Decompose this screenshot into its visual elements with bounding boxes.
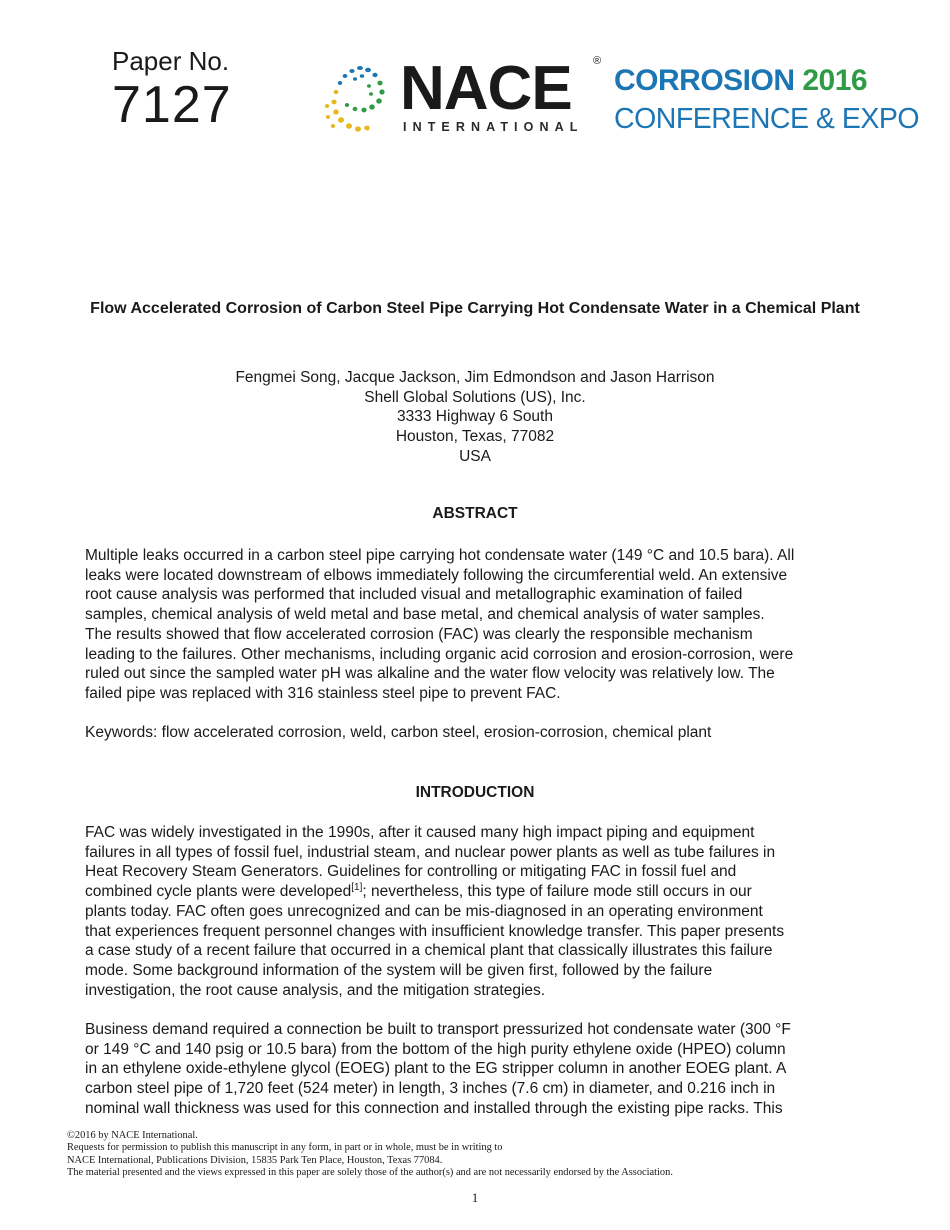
page-number: 1: [471, 1190, 479, 1205]
text-line: Business demand required a connection be built to transport pressurized hot condensate water (300 °F: [85, 1021, 791, 1038]
nace-logo-swirl-icon: [322, 62, 388, 136]
footer-line: Requests for permission to publish this manuscript in any form, in part or in whole, must be in writing to: [67, 1142, 503, 1154]
text-line: plants today. FAC often goes unrecognized and can be mis-diagnosed in an operating environment: [85, 902, 763, 920]
paper-number: 7127: [112, 76, 232, 134]
text-line: that experiences frequent personnel changes with insufficient knowledge transfer. This paper presents: [85, 922, 785, 940]
author-country: USA: [459, 447, 491, 465]
text-line: Multiple leaks occurred in a carbon steel pipe carrying hot condensate water (149 °C and 10.5 bara). All: [85, 547, 795, 564]
text-line: carbon steel pipe of 1,720 feet (524 meter) in length, 3 inches (7.6 cm) in diameter, and 0.216 inch in: [85, 1080, 776, 1098]
nace-international-label: INTERNATIONAL: [403, 120, 584, 134]
keywords: Keywords: flow accelerated corrosion, weld, carbon steel, erosion-corrosion, chemical plant: [85, 724, 712, 741]
conference-title: CORROSION 2016: [614, 64, 868, 97]
author-block: [200, 368, 750, 467]
introduction-paragraph-1: [85, 823, 875, 1000]
text-line: The results showed that flow accelerated corrosion (FAC) was clearly the responsible mechanism: [85, 625, 753, 643]
text-line: leading to the failures. Other mechanisms, including organic acid corrosion and erosion-corrosion, were: [85, 645, 794, 663]
abstract-paragraph: [85, 546, 875, 704]
conference-year: 2016: [802, 64, 868, 97]
registered-mark: ®: [593, 55, 602, 67]
text-line: leaks were located downstream of elbows immediately following the circumferential weld. An extensive: [85, 566, 788, 584]
author-street: 3333 Highway 6 South: [397, 408, 553, 426]
text-line: samples, chemical analysis of weld metal and base metal, and chemical analysis of water samples.: [85, 606, 765, 624]
author-names: Fengmei Song, Jacque Jackson, Jim Edmondson and Jason Harrison: [235, 369, 715, 386]
conference-subtitle: CONFERENCE & EXPO: [614, 103, 920, 135]
nace-wordmark: NACE: [400, 54, 572, 123]
footer-line: NACE International, Publications Division, 15835 Park Ten Place, Houston, Texas 77084.: [67, 1154, 443, 1166]
introduction-heading: INTRODUCTION: [415, 784, 535, 801]
text-line: nominal wall thickness was used for this connection and installed through the existing pipe racks. This: [85, 1099, 783, 1117]
author-organization: Shell Global Solutions (US), Inc.: [364, 388, 586, 406]
paper-number-label: Paper No.: [112, 46, 230, 76]
introduction-paragraph-2: [85, 1020, 875, 1119]
text-line: a case study of a recent failure that occurred in a chemical plant that classically illustrates this failure: [85, 942, 773, 960]
text-line: failures in all types of fossil fuel, industrial steam, and nuclear power plants as well as tube failures in: [85, 843, 776, 861]
copyright-footer: [67, 1130, 673, 1180]
citation-ref[interactable]: [1]: [351, 882, 363, 894]
footer-line: The material presented and the views expressed in this paper are solely those of the author(s) and are not necessarily endorsed by the Association.: [67, 1167, 673, 1179]
footer-line: ©2016 by NACE International.: [67, 1130, 198, 1141]
paper-title: Flow Accelerated Corrosion of Carbon Steel Pipe Carrying Hot Condensate Water in a Chemical Plant: [90, 300, 860, 317]
text-line: investigation, the root cause analysis, and the mitigation strategies.: [85, 981, 546, 999]
text-line: or 149 °C and 140 psig or 10.5 bara) from the bottom of the high purity ethylene oxide (HPEO) column: [85, 1040, 786, 1058]
text-line: in an ethylene oxide-ethylene glycol (EOEG) plant to the EG stripper column in another EOEG plant. A: [85, 1060, 787, 1078]
text-line: Heat Recovery Steam Generators. Guidelines for controlling or mitigating FAC in fossil fuel and: [85, 863, 737, 881]
text-line: failed pipe was replaced with 316 stainless steel pipe to prevent FAC.: [85, 684, 561, 702]
author-city: Houston, Texas, 77082: [395, 428, 555, 446]
text-line: FAC was widely investigated in the 1990s, after it caused many high impact piping and equipment: [85, 824, 755, 841]
abstract-heading: ABSTRACT: [432, 505, 518, 522]
text-line: mode. Some background information of the system will be given first, followed by the failure: [85, 961, 713, 979]
text-line: ruled out since the sampled water pH was alkaline and the water flow velocity was relatively low. The: [85, 665, 775, 683]
text-line: root cause analysis was performed that included visual and metallographic examination of failed: [85, 586, 743, 604]
text-line: combined cycle plants were developed[1]; nevertheless, this type of failure mode still occurs in our: [85, 882, 752, 901]
